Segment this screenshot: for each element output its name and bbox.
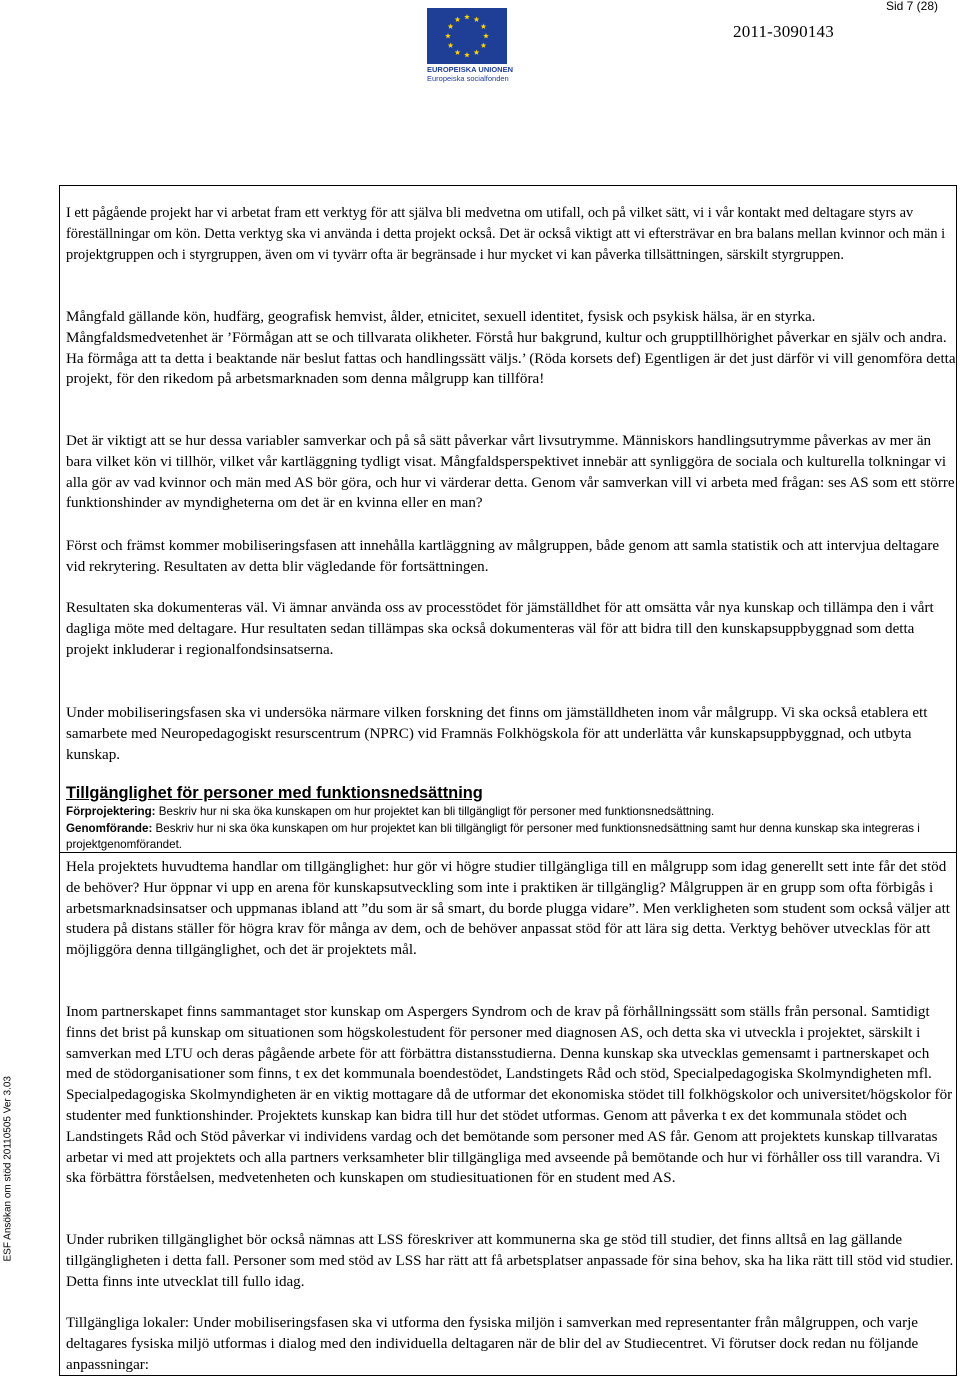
paragraph: Hela projektets huvudtema handlar om tillgänglighet: hur gör vi högre studier tillgängliga till en målgrupp som idag generellt sett inte får det stöd de behöver? Hur öppnar vi upp en arena för kunskapsutveckling som inte i praktiken är tillgänglig? Målgruppen är en grupp som ofta förbigås i arbetsmarknadsinsatser och uppmanas ibland att ”du som är så smart, du borde plugga vidare”. Men verkligheten som student som också väljer att studera på distans ställer för högra krav för många av dem, och de behöver anpassat stöd för att lära sig detta. Verktyg behöver utvecklas för att möjliggöra denna tillgänglighet, och det är projektets mål.	[66, 859, 951, 959]
eu-flag-icon	[427, 8, 507, 64]
paragraph: Tillgängliga lokaler: Under mobiliseringsfasen ska vi utforma den fysiska miljön i samverkan med representanter från målgruppen, och varje deltagares fysiska miljö utformas i dialog med den individuella deltagaren när de blir del av Studiecentret. Vi förutser dock redan nu följande anpassningar:	[66, 1315, 919, 1373]
paragraph: Mångfald gällande kön, hudfärg, geografisk hemvist, ålder, etnicitet, sexuell identitet, fysisk och psykisk hälsa, är en styrka. Mångfaldsmedvetenhet är ’Förmågan att se och tillvarata olikheter. Förstå hur bakgrund, kultur och grupptillhörighet påverkar en själv och andra. Ha förmåga att ta detta i beaktande när beslut fattas och handlingssätt väljs.’ (Röda korsets def) Egentligen är det just därför vi vill genomföra detta projekt, för den rikedom på arbetsmarknaden som denna målgrupp kan tillföra!	[66, 309, 956, 388]
page-number: Sid 7 (28)	[885, 0, 938, 13]
eu-logo-line2: Europeiska socialfonden	[427, 74, 509, 83]
eu-logo-line1: EUROPEISKA UNIONEN	[427, 65, 513, 74]
paragraph: I ett pågående projekt har vi arbetat fram ett verktyg för att själva bli medvetna om utifall, och på vilket sätt, vi i vår kontakt med deltagare styrs av föreställningar om kön. Detta verktyg ska vi använda i detta projekt också. Det är också viktigt att vi eftersträvar en bra balans mellan kvinnor och män i projektgruppen och i styrgruppen, även om vi tyvärr ofta är begränsade i hur mycket vi kan påverka tillsättningen, särskilt styrgruppen.	[66, 205, 946, 263]
instruction-label: Genomförande:	[66, 822, 153, 835]
side-version-label: ESF Ansökan om stöd 20110505 Ver 3.03	[2, 1076, 14, 1262]
paragraph: Under rubriken tillgänglighet bör också nämnas att LSS föreskriver att kommunerna ska ge stöd till studier, det finns alltså en lag gällande tillgängligheten i detta fall. Personer som med stöd av LSS har rätt att få arbetsplatser anpassade för sina behov, ska ha lika rätt till stöd vid studier. Detta finns inte utvecklat till fullo idag.	[66, 1232, 954, 1290]
paragraph: Resultaten ska dokumenteras väl. Vi ämnar använda oss av processtödet för jämställdhet för att omsätta vår nya kunskap och tillämpa den i vårt dagliga möte med deltagare. Hur resultaten sedan tillämpas ska också dokumenteras väl för att bidra till den kunskapsuppbyggnad som detta projekt inkluderar i regionalfondsinsatserna.	[66, 600, 934, 658]
paragraph: Under mobiliseringsfasen ska vi undersöka närmare vilken forskning det finns om jämställdheten inom vår målgrupp. Vi ska också etablera ett samarbete med Neuropedagogiskt resurscentrum (NPRC) vid Framnäs Folkhögskola för att underlätta vår kunskapsuppbyggnad, och utbyta kunskap.	[66, 705, 928, 763]
paragraph: Inom partnerskapet finns sammantaget stor kunskap om Aspergers Syndrom och de krav på förhållningssätt som ställs från personal. Samtidigt finns det brist på kunskap om situationen som högskolestudent för personer med diagnosen AS, och detta ska vi utveckla i projektet, särskilt i samverkan med LTU och deras pågående arbete för att förbättra distansstudierna. Denna kunskap ska utvecklas gemensamt i partnerskapet och med de stödorganisationer som finns, t ex det kommunala boendestödet, Landstingets Råd och stöd, Specialpedagogiska Skolmyndigheten mfl. Specialpedagogiska Skolmyndigheten är en viktig mottagare då de utformar det ekonomiska stödet till folkhögskolor och universitet/högskolor för studenter med funktionshinder. Projektets kunskap kan bidra till hur det stödet utformas. Genom att påverka t ex det kommunala stödet och Landstingets Råd och Stöd påverkar vi individens vardag och det bemötande som personer med AS får. Genom att projektets kunskap tillvaratas arbetar vi med att projektets och alla partners verksamheter blir tillgängliga med avseende på bemötande och hur vi förhåller oss till varandra. Vi ska förbättra förståelsen, medvetenheten och kunskapen om studiesituationen för en student med AS.	[66, 1004, 953, 1187]
instruction-label: Förprojektering:	[66, 805, 156, 818]
instruction-text: Beskriv hur ni ska öka kunskapen om hur projektet kan bli tillgängligt för personer med funktionsnedsättning.	[155, 805, 715, 818]
instruction-genomforande	[66, 821, 954, 852]
paragraph: Det är viktigt att se hur dessa variabler samverkar och på så sätt påverkar vårt livsutrymme. Människors handlingsutrymme påverkas av mer än bara vilket kön vi tillhör, vilket vår kartläggning tydligt visat. Mångfaldsperspektivet innebär att synliggöra de sociala och kulturella tolkningar vi alla gör av vad kvinnor och män med AS bör göra, och hur vi värderar detta. Genom vår samverkan vill vi arbeta med frågan: ses AS som ett större funktionshinder av myndigheterna om det är en kvinna eller en man?	[66, 433, 955, 512]
document-number: 2011-3090143	[733, 22, 834, 41]
paragraph: Först och främst kommer mobiliseringsfasen att innehålla kartläggning av målgruppen, både genom att samla statistik och att intervjua deltagare vid rekrytering. Resultaten av detta blir vägledande för fortsättningen.	[66, 538, 940, 575]
side-version-text	[0, 1014, 16, 1264]
section-title: Tillgänglighet för personer med funktionsnedsättning	[66, 784, 483, 802]
eu-logo	[427, 8, 513, 83]
instruction-text: Beskriv hur ni ska öka kunskapen om hur projektet kan bli tillgängligt för personer med funktionsnedsättning samt hur denna kunskap ska integreras i projektgenomförandet.	[66, 822, 920, 851]
instruction-forprojektering	[66, 804, 954, 820]
